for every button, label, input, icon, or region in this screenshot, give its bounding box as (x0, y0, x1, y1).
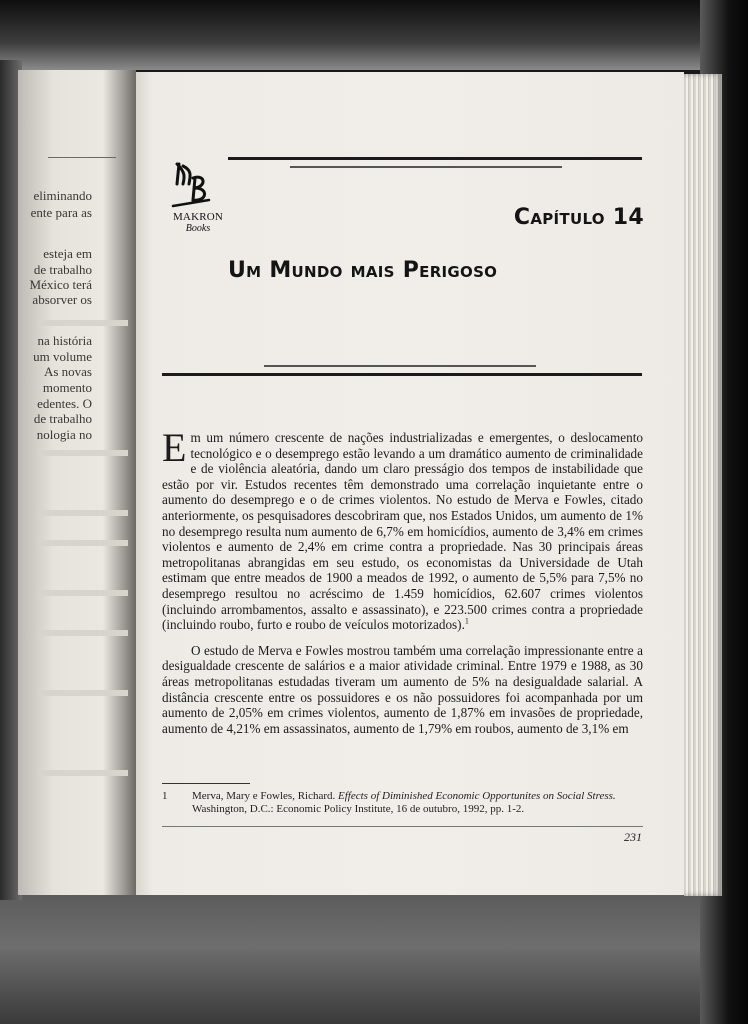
previous-page-line: eliminando (33, 188, 92, 203)
previous-page-line: momento (42, 380, 92, 395)
faded-text-line (38, 630, 128, 636)
footnote-rule (162, 783, 250, 784)
faded-text-line (38, 450, 128, 456)
faded-text-line (38, 690, 128, 696)
previous-page-line: um volume (33, 349, 92, 364)
scan-background-top (0, 0, 748, 70)
header-rule-short (290, 166, 562, 168)
paragraph-2: O estudo de Merva e Fowles mostrou também uma correlação impressionante entre a desigualdade crescente de salários e a maior atividade criminal. Entre 1979 e 1988, as 30 áreas metropolitanas estudadas tiveram um aumento de 5% na desigualdade salarial. A distância crescente entre os possuidores e os não possuidores foi acompanhada por um aumento de 2,05% em crimes violentos, aumento de 1,87% em invasões de propriedade, aumento de 4,21% em assassinatos, aumento de 1,79% em roubos, aumento de 3,1% em (162, 642, 643, 736)
previous-page-line: absorver os (32, 292, 92, 307)
previous-page-line: México terá (29, 277, 92, 292)
faded-text-line (38, 320, 128, 326)
paragraph-1 (162, 425, 643, 633)
dropcap: E (162, 425, 187, 470)
faded-text-line (38, 510, 128, 516)
previous-page-line: na história (37, 333, 92, 348)
faded-text-line (38, 540, 128, 546)
chapter-label: Capítulo 14 (513, 205, 644, 230)
title-rule-short (264, 365, 536, 367)
footnote-work: Effects of Diminished Economic Opportunites on Social Stress. (338, 790, 616, 802)
faded-text-line (38, 590, 128, 596)
publisher-sub: Books (185, 223, 211, 234)
page-stack-edges (684, 74, 722, 896)
header-rule-top (228, 157, 642, 160)
footnote-ref[interactable]: 1 (464, 616, 469, 626)
previous-page-line: edentes. O (37, 396, 92, 411)
makron-books-logo (171, 160, 215, 210)
faded-text-line (38, 770, 128, 776)
previous-page-line: de trabalho (33, 262, 92, 277)
title-rule-bottom (162, 373, 642, 376)
paragraph-1-text: m um número crescente de nações industrializadas e emergentes, o deslocamento tecnológico e o desemprego estão levando a um dramático aumento de criminalidade e de violência aleatória, dando um claro presságio dos tempos de instabilidade que estão por vir. Estudos recentes têm demonstrado uma correlação inquietante entre o aumento do desemprego e o de crimes violentos. No estudo de Merva e Fowles, citado anteriormente, os pesquisadores descobriram que, nos Estados Unidos, um aumento de 1% no desemprego resulta num aumento de 6,7% em homicídios, aumento de 3,4% em crimes violentos e aumento de 2,4% em crime contra a propriedade. Nas 30 principais áreas metropolitanas abrangidas em seu estudo, os economistas da Universidade de Utah estimam que entre meados de 1900 a meados de 1992, o aumento de 5,5% para 7,5% no desemprego resultou no acréscimo de 1.459 homicídios, 62.607 crimes violentos (incluindo arrombamentos, assalto e assassinato), e 223.500 crimes contra a propriedade (incluindo roubo, furto e roubo de veículos motorizados). (162, 430, 643, 633)
footnote-details: Washington, D.C.: Economic Policy Institute, 16 de outubro, 1992, pp. 1-2. (192, 803, 525, 815)
footnote-text (192, 790, 643, 816)
previous-page-line: As novas (43, 364, 92, 379)
footnote (162, 790, 643, 816)
previous-page-rule (48, 157, 116, 158)
footnote-authors: Merva, Mary e Fowles, Richard. (192, 790, 339, 802)
previous-page-line: esteja em (43, 246, 92, 261)
publisher-mark (170, 212, 226, 234)
page-number: 231 (624, 830, 642, 844)
chapter-title: Um Mundo mais Perigoso (228, 258, 498, 283)
page-footer-rule (162, 826, 643, 827)
footnote-number: 1 (162, 790, 168, 802)
previous-page-line: nologia no (36, 427, 92, 442)
previous-page-line: de trabalho (33, 411, 92, 426)
publisher-name: MAKRON (172, 211, 224, 223)
previous-page-edge (18, 70, 136, 895)
previous-page-line: ente para as (30, 205, 92, 220)
scan-background-bottom (0, 895, 748, 1024)
body-text (162, 425, 643, 736)
